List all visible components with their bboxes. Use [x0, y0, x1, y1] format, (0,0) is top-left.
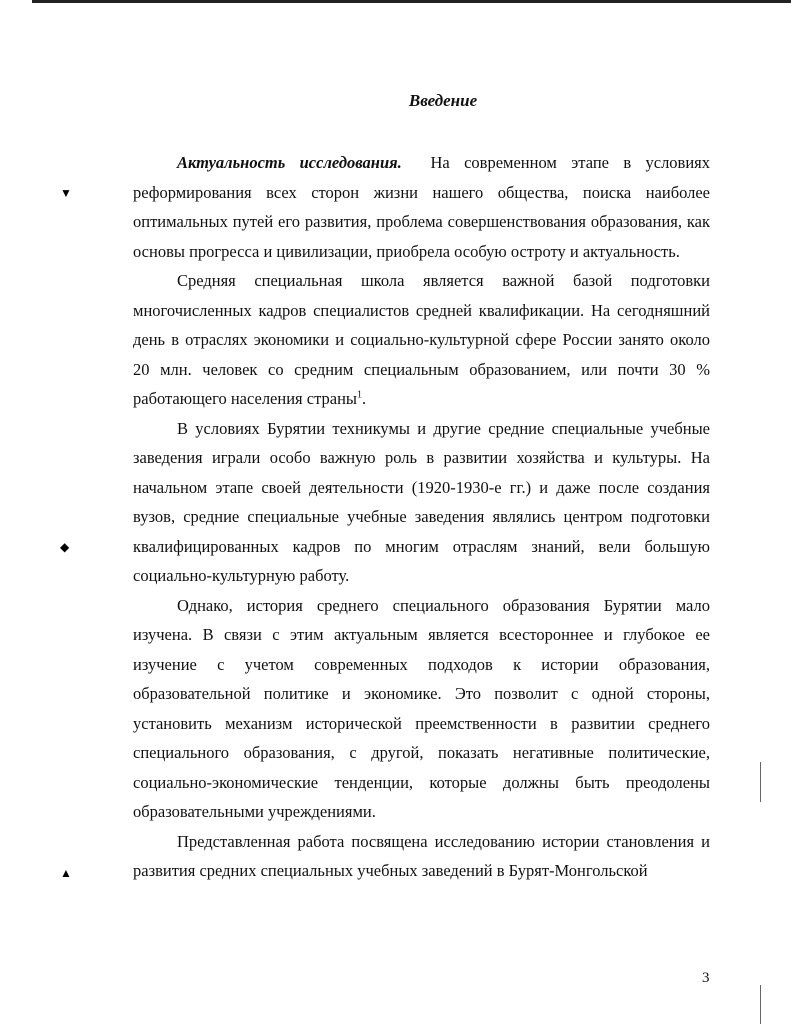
paragraph-text: В условиях Бурятии техникумы и другие средние специальные учебные заведения играли особо важную роль в развитии хозяйства и культуры. На начальном этапе своей деятельности (1920-1930-е гг.) и даже после создания вузов, средние специальные учебные заведения являлись центром подготовки квалифицированных кадров по многим отраслям знаний, вели большую социально-культурную работу.: [133, 418, 710, 585]
scan-edge-line: [760, 985, 761, 1024]
page-number: 3: [702, 970, 710, 986]
paragraph-text: Представленная работа посвящена исследованию истории становления и развития средних специальных учебных заведений в Бурят-Монгольской: [133, 831, 710, 880]
relevance-lead: Актуальность исследования.: [177, 153, 402, 172]
paragraph-secondary-school: [133, 266, 710, 414]
margin-mark-icon: ▲: [60, 866, 72, 880]
paragraph-text: На современном этапе в условиях реформирования всех сторон жизни нашего общества, поиска наиболее оптимальных путей его развития, проблема совершенствования образования, как основы прогресса и цивилизации, приобрела особую остроту и актуальность.: [133, 153, 711, 261]
scan-edge-line: [760, 762, 761, 802]
top-border-line: [32, 0, 791, 3]
document-body: [133, 148, 710, 886]
margin-mark-icon: ◆: [60, 540, 70, 554]
paragraph-buryatia: [133, 414, 710, 591]
section-heading: Введение: [408, 91, 478, 110]
paragraph-research: [133, 827, 710, 886]
paragraph-text: Средняя специальная школа является важной базой подготовки многочисленных кадров специалистов средней квалификации. На сегодняшний день в отраслях экономики и социально-культурной сфере России занято около 20 млн. человек со средним специальным образованием, или почти 30 % работающего населения страны: [133, 271, 710, 408]
paragraph-relevance: [133, 148, 710, 266]
footnote-ref: 1: [356, 389, 362, 401]
margin-mark-icon: ▼: [60, 186, 72, 200]
paragraph-history: [133, 591, 710, 827]
paragraph-text: Однако, история среднего специального образования Бурятии мало изучена. В связи с этим актуальным является всестороннее и глубокое ее изучение с учетом современных подходов к истории образования, образовательной политике и экономике. Это позволит с одной стороны, установить механизм исторической преемственности в развитии среднего специального образования, с другой, показать негативные политические, социально-экономические тенденции, которые должны быть преодолены образовательными учреждениями.: [133, 595, 710, 821]
paragraph-end: .: [361, 389, 367, 408]
